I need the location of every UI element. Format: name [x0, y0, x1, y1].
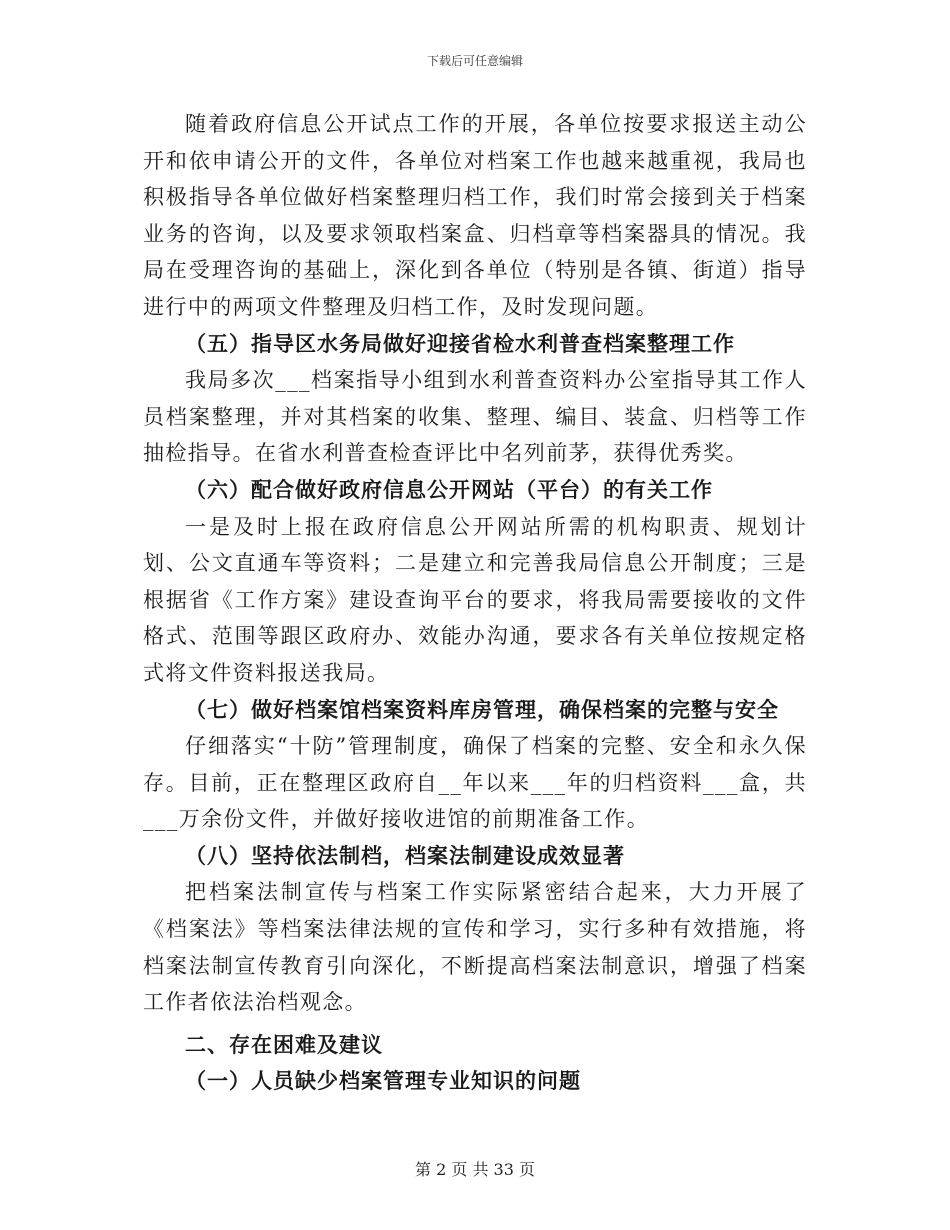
heading-section-7: （七）做好档案馆档案资料库房管理，确保档案的完整与安全 — [185, 696, 779, 722]
heading-difficulties-suggestions: 二、存在困难及建议 — [185, 1031, 383, 1057]
document-body — [143, 106, 807, 1100]
paragraph-archive-guidance: 随着政府信息公开试点工作的开展，各单位按要求报送主动公开和依申请公开的文件，各单位对档案工作也越来越重视，我局也积极指导各单位做好档案整理归档工作，我们时常会接到关于档案业务的咨询，以及要求领取档案盒、归档章等档案器具的情况。我局在受理咨询的基础上，深化到各单位（特别是各镇、街道）指导进行中的两项文件整理及归档工作，及时发现问题。 — [143, 112, 807, 319]
heading-section-5: （五）指导区水务局做好迎接省检水利普查档案整理工作 — [185, 330, 735, 356]
paragraph-section-8: 把档案法制宣传与档案工作实际紧密结合起来，大力开展了《档案法》等档案法律法规的宣传和学习，实行多种有效措施，将档案法制宣传教育引向深化，不断提高档案法制意识，增强了档案工作者依法治档观念。 — [143, 880, 807, 1015]
heading-section-6: （六）配合做好政府信息公开网站（平台）的有关工作 — [185, 476, 713, 502]
heading-subsection-1: （一）人员缺少档案管理专业知识的问题 — [185, 1068, 581, 1094]
paragraph-section-6: 一是及时上报在政府信息公开网站所需的机构职责、规划计划、公文直通车等资料；二是建立和完善我局信息公开制度；三是根据省《工作方案》建设查询平台的要求，将我局需要接收的文件格式、范围等跟区政府办、效能办沟通，要求各有关单位按规定格式将文件资料报送我局。 — [143, 514, 807, 685]
heading-section-8: （八）坚持依法制档，档案法制建设成效显著 — [185, 842, 625, 868]
page-number: 第 2 页 共 33 页 — [415, 1160, 535, 1179]
paragraph-section-5: 我局多次___档案指导小组到水利普查资料办公室指导其工作人员档案整理，并对其档案的收集、整理、编目、装盒、归档等工作抽检指导。在省水利普查检查评比中名列前茅，获得优秀奖。 — [143, 368, 807, 466]
paragraph-section-7: 仔细落实“十防”管理制度，确保了档案的完整、安全和永久保存。目前，正在整理区政府自__年以来___年的归档资料___盒，共___万余份文件，并做好接收进馆的前期准备工作。 — [143, 734, 807, 832]
page-header: 下载后可任意编辑 — [426, 54, 523, 68]
